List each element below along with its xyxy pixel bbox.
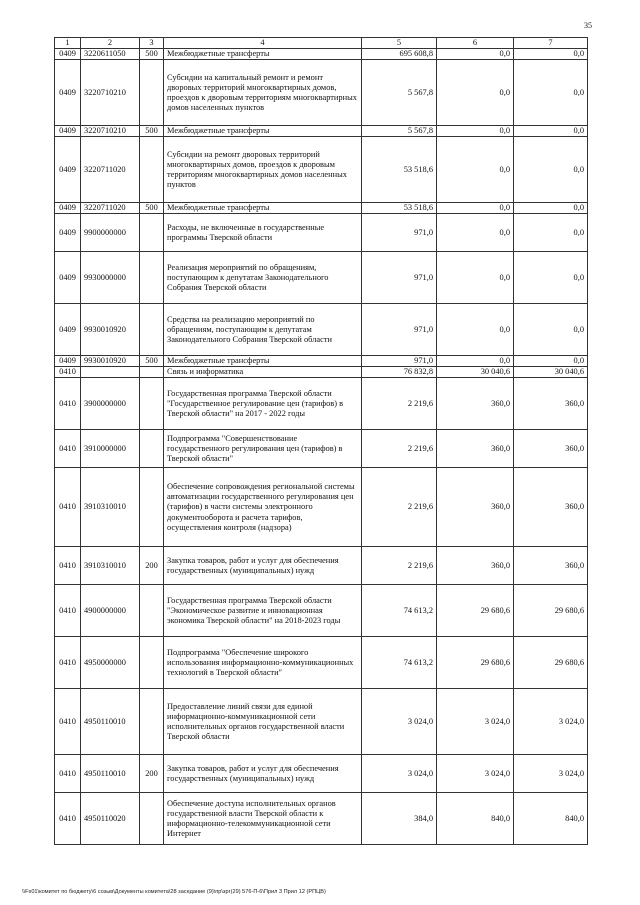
amount-col5-cell: 74 613,2 <box>362 637 437 689</box>
amount-col6-cell: 3 024,0 <box>437 755 514 793</box>
target-code-cell: 9930010920 <box>81 304 140 356</box>
amount-col5-cell: 3 024,0 <box>362 689 437 755</box>
section-code-cell: 0409 <box>55 137 81 203</box>
expense-type-cell <box>140 252 164 304</box>
amount-col7-cell: 360,0 <box>514 378 588 430</box>
item-name-cell: Субсидии на капитальный ремонт и ремонт дворовых территорий многоквартирных домов, проездов к дворовым территориям многоквартирных домов населенных пунктов <box>164 60 362 126</box>
column-header: 3 <box>140 38 164 49</box>
amount-col7-cell: 0,0 <box>514 356 588 367</box>
amount-col5-cell: 2 219,6 <box>362 468 437 547</box>
table-row <box>55 637 588 689</box>
table-row <box>55 304 588 356</box>
target-code-cell: 3910000000 <box>81 430 140 468</box>
expense-type-cell <box>140 793 164 845</box>
expense-type-cell <box>140 214 164 252</box>
amount-col5-cell: 76 832,8 <box>362 367 437 378</box>
item-name-cell: Межбюджетные трансферты <box>164 356 362 367</box>
amount-col7-cell: 29 680,6 <box>514 585 588 637</box>
target-code-cell: 3220711020 <box>81 203 140 214</box>
table-row <box>55 430 588 468</box>
item-name-cell: Обеспечение доступа исполнительных органов государственной власти Тверской области к информационно-телекоммуникационной сети Интернет <box>164 793 362 845</box>
amount-col5-cell: 971,0 <box>362 252 437 304</box>
amount-col7-cell: 360,0 <box>514 547 588 585</box>
table-row <box>55 356 588 367</box>
amount-col7-cell: 29 680,6 <box>514 637 588 689</box>
item-name-cell: Обеспечение сопровождения региональной системы автоматизации государственного регулирования цен (тарифов) в части системы электронного документооборота и расчета тарифов, осуществления контроля (надзора) <box>164 468 362 547</box>
item-name-cell: Государственная программа Тверской области "Государственное регулирование цен (тарифов) в Тверской области" на 2017 - 2022 годы <box>164 378 362 430</box>
expense-type-cell: 200 <box>140 547 164 585</box>
amount-col5-cell: 2 219,6 <box>362 430 437 468</box>
amount-col6-cell: 0,0 <box>437 137 514 203</box>
section-code-cell: 0409 <box>55 252 81 304</box>
amount-col7-cell: 0,0 <box>514 214 588 252</box>
column-number-header-row <box>55 38 588 49</box>
amount-col7-cell: 0,0 <box>514 137 588 203</box>
expense-type-cell <box>140 60 164 126</box>
target-code-cell: 4950110010 <box>81 689 140 755</box>
section-code-cell: 0410 <box>55 430 81 468</box>
amount-col5-cell: 384,0 <box>362 793 437 845</box>
section-code-cell: 0410 <box>55 547 81 585</box>
section-code-cell: 0409 <box>55 356 81 367</box>
table-row <box>55 203 588 214</box>
budget-table <box>54 37 588 845</box>
amount-col6-cell: 360,0 <box>437 547 514 585</box>
amount-col7-cell: 0,0 <box>514 304 588 356</box>
table-row <box>55 755 588 793</box>
expense-type-cell <box>140 637 164 689</box>
amount-col7-cell: 0,0 <box>514 203 588 214</box>
item-name-cell: Закупка товаров, работ и услуг для обеспечения государственных (муниципальных) нужд <box>164 547 362 585</box>
item-name-cell: Подпрограмма "Обеспечение широкого использования информационно-коммуникационных технологий в Тверской области" <box>164 637 362 689</box>
footer-file-path: \\Fs01\комитет по бюджету\6 созыв\Документы комитета\28 заседание (9)\пр\зрг(29) 576-П-6\Прил 3 Прил 12 (РПЦВ) <box>22 889 326 895</box>
amount-col7-cell: 360,0 <box>514 468 588 547</box>
section-code-cell: 0410 <box>55 468 81 547</box>
target-code-cell: 4950110020 <box>81 793 140 845</box>
expense-type-cell <box>140 137 164 203</box>
amount-col5-cell: 2 219,6 <box>362 547 437 585</box>
amount-col5-cell: 5 567,8 <box>362 60 437 126</box>
amount-col6-cell: 0,0 <box>437 214 514 252</box>
section-code-cell: 0410 <box>55 367 81 378</box>
item-name-cell: Субсидии на ремонт дворовых территорий многоквартирных домов, проездов к дворовым территориям многоквартирных домов населенных пунктов <box>164 137 362 203</box>
target-code-cell: 4900000000 <box>81 585 140 637</box>
amount-col7-cell: 0,0 <box>514 126 588 137</box>
amount-col7-cell: 3 024,0 <box>514 755 588 793</box>
amount-col5-cell: 74 613,2 <box>362 585 437 637</box>
amount-col6-cell: 0,0 <box>437 356 514 367</box>
amount-col5-cell: 53 518,6 <box>362 137 437 203</box>
amount-col5-cell: 5 567,8 <box>362 126 437 137</box>
section-code-cell: 0410 <box>55 378 81 430</box>
item-name-cell: Межбюджетные трансферты <box>164 203 362 214</box>
item-name-cell: Государственная программа Тверской области "Экономическое развитие и инновационная экономика Тверской области" на 2018-2023 годы <box>164 585 362 637</box>
amount-col6-cell: 840,0 <box>437 793 514 845</box>
item-name-cell: Связь и информатика <box>164 367 362 378</box>
target-code-cell: 3220710210 <box>81 60 140 126</box>
amount-col7-cell: 0,0 <box>514 60 588 126</box>
table-row <box>55 547 588 585</box>
expense-type-cell: 500 <box>140 49 164 60</box>
table-body <box>55 49 588 845</box>
amount-col5-cell: 971,0 <box>362 214 437 252</box>
amount-col6-cell: 29 680,6 <box>437 585 514 637</box>
section-code-cell: 0410 <box>55 689 81 755</box>
amount-col6-cell: 0,0 <box>437 203 514 214</box>
section-code-cell: 0409 <box>55 49 81 60</box>
expense-type-cell <box>140 468 164 547</box>
section-code-cell: 0410 <box>55 755 81 793</box>
amount-col7-cell: 0,0 <box>514 49 588 60</box>
section-code-cell: 0410 <box>55 793 81 845</box>
amount-col5-cell: 3 024,0 <box>362 755 437 793</box>
table-row <box>55 126 588 137</box>
target-code-cell: 3900000000 <box>81 378 140 430</box>
section-code-cell: 0409 <box>55 304 81 356</box>
table-row <box>55 585 588 637</box>
amount-col7-cell: 0,0 <box>514 252 588 304</box>
target-code-cell: 3220710210 <box>81 126 140 137</box>
table-row <box>55 689 588 755</box>
item-name-cell: Закупка товаров, работ и услуг для обеспечения государственных (муниципальных) нужд <box>164 755 362 793</box>
column-header: 1 <box>55 38 81 49</box>
expense-type-cell <box>140 689 164 755</box>
target-code-cell: 9930010920 <box>81 356 140 367</box>
target-code-cell: 9900000000 <box>81 214 140 252</box>
target-code-cell: 3910310010 <box>81 547 140 585</box>
amount-col5-cell: 695 608,8 <box>362 49 437 60</box>
table-row <box>55 60 588 126</box>
expense-type-cell: 200 <box>140 755 164 793</box>
column-header: 6 <box>437 38 514 49</box>
section-code-cell: 0409 <box>55 126 81 137</box>
amount-col7-cell: 360,0 <box>514 430 588 468</box>
amount-col5-cell: 53 518,6 <box>362 203 437 214</box>
amount-col6-cell: 3 024,0 <box>437 689 514 755</box>
amount-col5-cell: 971,0 <box>362 304 437 356</box>
amount-col6-cell: 29 680,6 <box>437 637 514 689</box>
amount-col7-cell: 840,0 <box>514 793 588 845</box>
expense-type-cell <box>140 378 164 430</box>
item-name-cell: Средства на реализацию мероприятий по обращениям, поступающим к депутатам Законодательного Собрания Тверской области <box>164 304 362 356</box>
amount-col6-cell: 360,0 <box>437 430 514 468</box>
target-code-cell: 4950110010 <box>81 755 140 793</box>
table-row <box>55 252 588 304</box>
item-name-cell: Предоставление линий связи для единой информационно-коммуникационной сети исполнительных органов государственной власти Тверской области <box>164 689 362 755</box>
section-code-cell: 0409 <box>55 214 81 252</box>
amount-col6-cell: 0,0 <box>437 126 514 137</box>
section-code-cell: 0409 <box>55 203 81 214</box>
item-name-cell: Расходы, не включенные в государственные программы Тверской области <box>164 214 362 252</box>
amount-col7-cell: 30 040,6 <box>514 367 588 378</box>
item-name-cell: Подпрограмма "Совершенствование государственного регулирования цен (тарифов) в Тверской области" <box>164 430 362 468</box>
amount-col5-cell: 2 219,6 <box>362 378 437 430</box>
item-name-cell: Реализация мероприятий по обращениям, поступающим к депутатам Законодательного Собрания Тверской области <box>164 252 362 304</box>
amount-col5-cell: 971,0 <box>362 356 437 367</box>
column-header: 4 <box>164 38 362 49</box>
expense-type-cell <box>140 585 164 637</box>
section-code-cell: 0409 <box>55 60 81 126</box>
amount-col6-cell: 360,0 <box>437 468 514 547</box>
table-row <box>55 49 588 60</box>
amount-col7-cell: 3 024,0 <box>514 689 588 755</box>
expense-type-cell <box>140 430 164 468</box>
column-header: 5 <box>362 38 437 49</box>
page-number: 35 <box>584 21 592 30</box>
amount-col6-cell: 30 040,6 <box>437 367 514 378</box>
target-code-cell: 9930000000 <box>81 252 140 304</box>
amount-col6-cell: 0,0 <box>437 252 514 304</box>
amount-col6-cell: 360,0 <box>437 378 514 430</box>
item-name-cell: Межбюджетные трансферты <box>164 126 362 137</box>
target-code-cell: 3220611050 <box>81 49 140 60</box>
target-code-cell <box>81 367 140 378</box>
target-code-cell: 4950000000 <box>81 637 140 689</box>
table-row <box>55 793 588 845</box>
expense-type-cell: 500 <box>140 356 164 367</box>
amount-col6-cell: 0,0 <box>437 49 514 60</box>
table-row <box>55 367 588 378</box>
table-row <box>55 137 588 203</box>
table-row <box>55 468 588 547</box>
target-code-cell: 3220711020 <box>81 137 140 203</box>
section-code-cell: 0410 <box>55 637 81 689</box>
expense-type-cell: 500 <box>140 126 164 137</box>
target-code-cell: 3910310010 <box>81 468 140 547</box>
amount-col6-cell: 0,0 <box>437 304 514 356</box>
expense-type-cell: 500 <box>140 203 164 214</box>
expense-type-cell <box>140 304 164 356</box>
expense-type-cell <box>140 367 164 378</box>
table-row <box>55 378 588 430</box>
table-row <box>55 214 588 252</box>
column-header: 2 <box>81 38 140 49</box>
amount-col6-cell: 0,0 <box>437 60 514 126</box>
item-name-cell: Межбюджетные трансферты <box>164 49 362 60</box>
section-code-cell: 0410 <box>55 585 81 637</box>
column-header: 7 <box>514 38 588 49</box>
